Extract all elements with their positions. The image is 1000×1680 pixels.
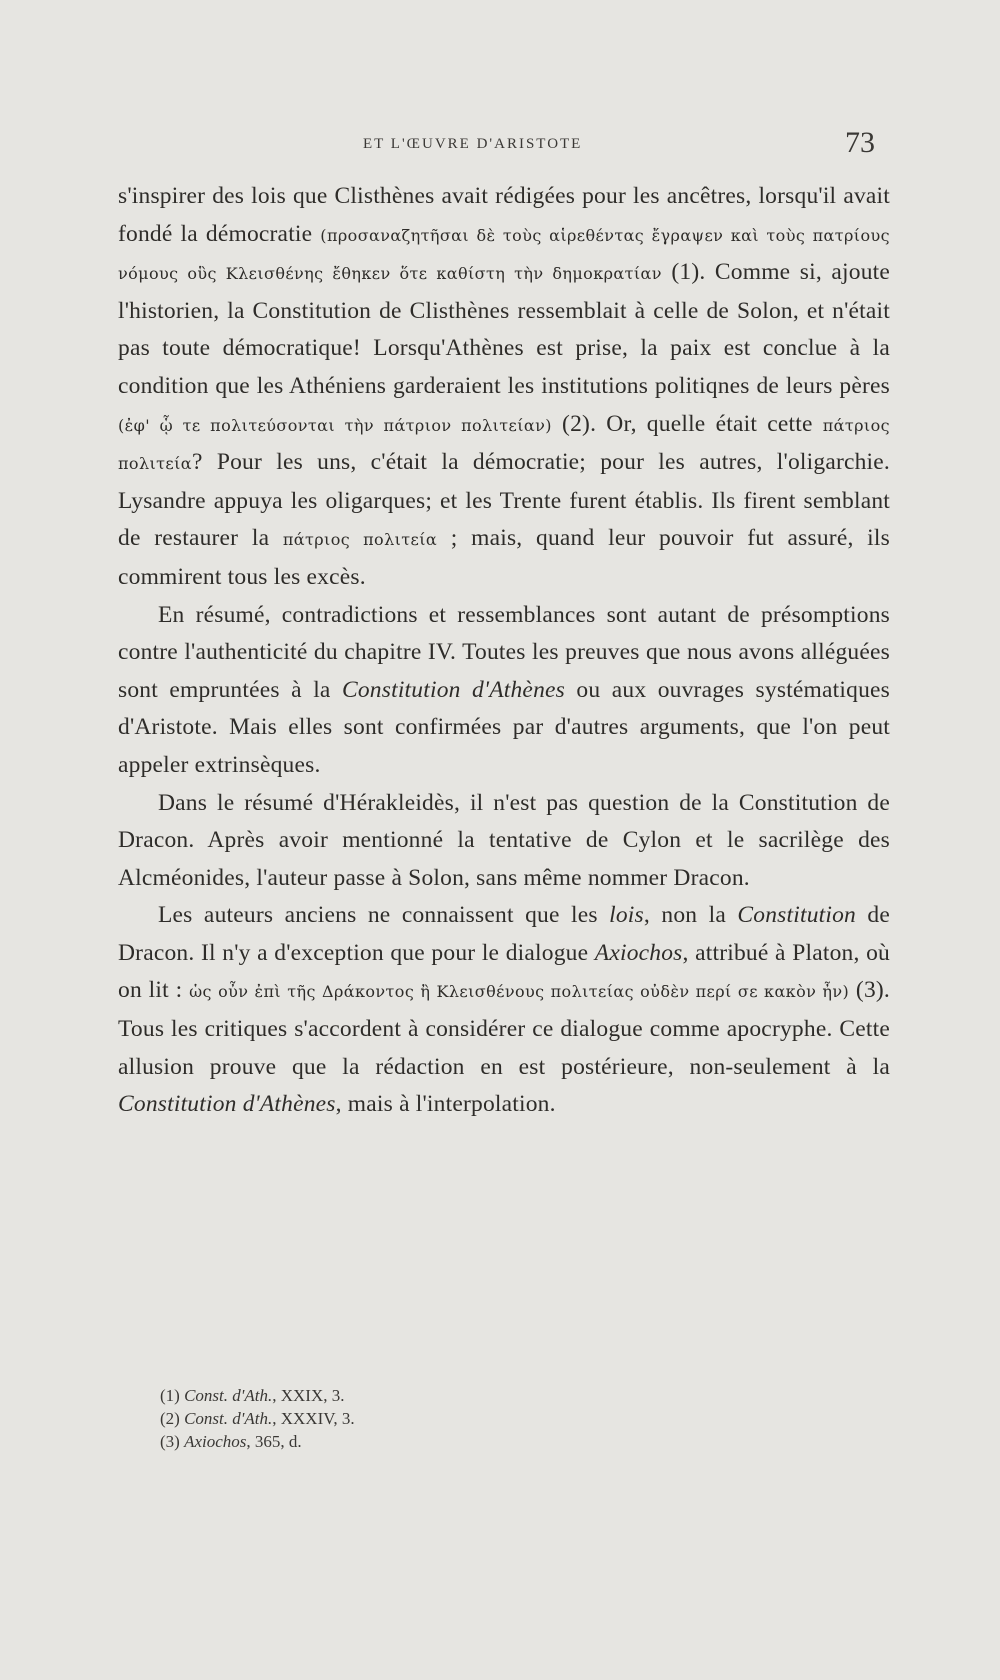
body-text	[118, 178, 890, 1124]
footnote	[160, 1407, 355, 1430]
text-run: , non la	[643, 902, 738, 929]
text-run: En résumé, contradictions et ressemblances sont autant de présomptions contre l'authenticité du chapitre IV. Toutes les preuves que nous avons alléguées sont empruntées à la	[118, 601, 890, 703]
text-run: ou aux ouvrages systématiques d'Aristote. Mais elles sont confirmées par d'autres arguments, que l'on peut appeler extrinsèques.	[118, 676, 891, 778]
italic-title: Constitution d'Athènes	[118, 1091, 336, 1118]
paragraph	[118, 897, 890, 1124]
text-run: Dans le résumé d'Hérakleidès, il n'est pas question de la Constitution de Dracon. Après avoir mentionné la tentative de Cylon et le sacrilège des Alcméonides, l'auteur passe à Solon, sans même nommer Dracon.	[118, 789, 890, 891]
greek-quote: πάτριος πολιτεία	[118, 415, 890, 474]
text-run: , mais à l'interpolation.	[335, 1091, 556, 1118]
text-run: Les auteurs anciens ne connaissent que les	[158, 902, 610, 929]
paragraph	[118, 178, 890, 597]
text-run: (2). Or, quelle était cette	[551, 410, 823, 437]
greek-quote: ὡς οὖν ἐπὶ τῆς Δράκοντος ἢ Κλεισθένους πολιτείας οὐδὲν περί σε κακὸν ἦν)	[189, 982, 850, 1002]
text-run: (3). Tous les critiques s'accordent à considérer ce dialogue comme apocryphe. Cette allusion prouve que la rédaction en est postérieure, non-seulement à la	[118, 977, 890, 1080]
footnote	[160, 1384, 355, 1407]
italic-title: Constitution	[737, 902, 857, 929]
greek-quote: πάτριος πολιτεία	[282, 530, 438, 550]
text-run: , attribué à Platon, où on lit :	[118, 939, 890, 1004]
footnote-reference: , 365, d.	[246, 1432, 302, 1451]
italic-title: lois	[609, 902, 644, 929]
text-run: s'inspirer des lois que Clisthènes avait rédigées pour les ancêtres, lorsqu'il avait fondé la démocratie	[118, 183, 890, 247]
running-header	[0, 126, 1000, 162]
footnote	[160, 1430, 355, 1453]
footnote-number: (1)	[160, 1386, 185, 1405]
footnote-title: Const. d'Ath.	[184, 1386, 273, 1405]
footnote-reference: , XXXIV, 3.	[272, 1409, 355, 1428]
footnote-number: (2)	[160, 1409, 185, 1428]
text-run: de Dracon. Il n'y a d'exception que pour le dialogue	[118, 902, 890, 966]
greek-quote: (ἐφ' ᾧ τε πολιτεύσονται τὴν πάτριον πολιτείαν)	[118, 415, 552, 435]
italic-title: Axiochos	[594, 939, 683, 966]
footnote-title: Axiochos	[184, 1432, 247, 1451]
text-run: ; mais, quand leur pouvoir fut assuré, ils commirent tous les excès.	[118, 525, 890, 590]
text-run: (1). Comme si, ajoute l'historien, la Constitution de Clisthènes ressemblait à celle de Solon, et n'était pas toute démocratique! Lorsqu'Athènes est prise, la paix est conclue à la condition que les Athéniens garderaient les institutions politiqnes de leurs pères	[118, 259, 891, 399]
footnotes	[160, 1384, 355, 1453]
greek-quote: (προσαναζητῆσαι δὲ τοὺς αἱρεθέντας ἔγραψεν καὶ τοὺς πατρίους νόμους οὓς Κλεισθένης ἔθηκεν ὅτε καθίστη τὴν δημοκρατίαν	[118, 225, 890, 284]
footnote-title: Const. d'Ath.	[184, 1409, 273, 1428]
text-run: ? Pour les uns, c'était la démocratie; pour les autres, l'oligarchie. Lysandre appuya les oligarques; et les Trente furent établis. Ils firent semblant de restaurer la	[118, 449, 890, 552]
paragraph	[118, 785, 890, 898]
footnote-number: (3)	[160, 1432, 185, 1451]
footnote-reference: , XXIX, 3.	[272, 1386, 345, 1405]
italic-title: Constitution d'Athènes	[341, 676, 565, 703]
running-title: ET L'ŒUVRE D'ARISTOTE	[363, 136, 583, 152]
paragraph	[118, 597, 890, 785]
page-number: 73	[845, 126, 875, 159]
